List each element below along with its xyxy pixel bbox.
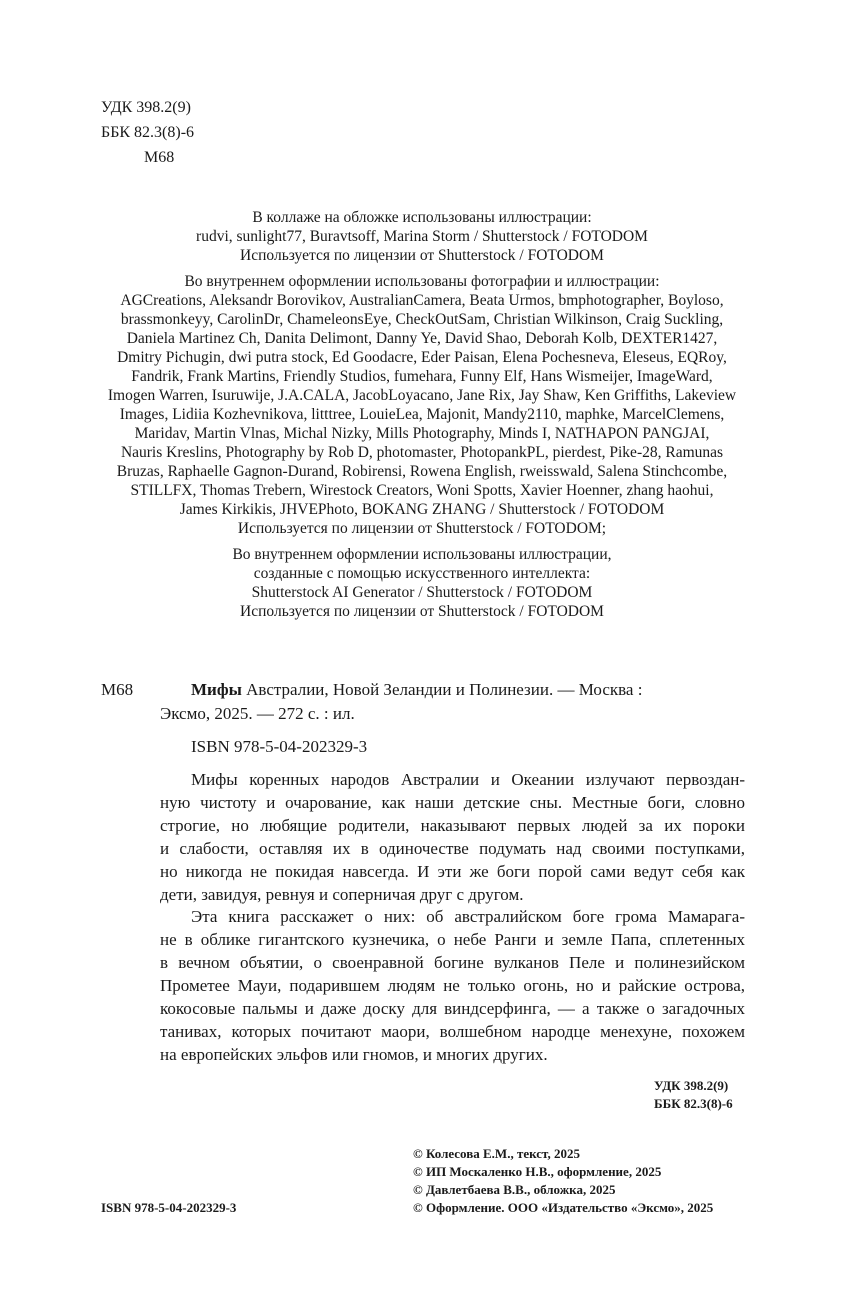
copyrights — [413, 1145, 713, 1217]
udk-code-right: УДК 398.2(9) — [654, 1078, 729, 1093]
annotation — [160, 769, 745, 1067]
copyright-line: © ИП Москаленко Н.В., оформление, 2025 — [413, 1164, 662, 1179]
credit-line: Maridav, Martin Vlnas, Michal Nizky, Mills Photography, Minds I, NATHAPON PANGJAI, — [134, 425, 710, 442]
credit-line: Во внутреннем оформлении использованы иллюстрации, — [232, 546, 612, 563]
credit-line: Fandrik, Frank Martins, Friendly Studios, fumehara, Funny Elf, Hans Wismeijer, ImageWard, — [131, 368, 713, 385]
interior-photo-credits — [60, 272, 784, 538]
record-title — [191, 678, 642, 702]
title-rest: Австралии, Новой Зеландии и Полинезии. — Москва : — [241, 680, 643, 699]
credit-line: AGCreations, Aleksandr Borovikov, AustralianCamera, Beata Urmos, bmphotographer, Boyloso, — [120, 292, 724, 309]
credit-line: Используется по лицензии от Shutterstock / FOTODOM; — [237, 520, 607, 537]
credit-line: Используется по лицензии от Shutterstock / FOTODOM — [240, 603, 604, 620]
record-imprint: Эксмо, 2025. — 272 с. : ил. — [160, 704, 355, 723]
credit-line: Bruzas, Raphaelle Gagnon-Durand, Robirensi, Rowena English, rweisswald, Salena Stinchcombe, — [116, 463, 728, 480]
annotation-line: Прометее Мауи, подарившем людям не только огонь, но и райские острова, — [160, 976, 745, 996]
cover-credits — [60, 208, 784, 265]
annotation-line: дети, завидуя, ревнуя и соперничая друг с другом. — [160, 884, 524, 904]
bbk-code-right: ББК 82.3(8)-6 — [654, 1096, 733, 1111]
copyright-line: © Оформление. ООО «Издательство «Эксмо», 2025 — [413, 1200, 714, 1215]
annotation-line: но никогда не покидая навсегда. И эти же боги порой сами ведут себя как — [160, 861, 745, 881]
annotation-line: Мифы коренных народов Австралии и Океании излучают первоздан- — [191, 770, 745, 789]
copyright-line: © Давлетбаева В.В., обложка, 2025 — [413, 1182, 616, 1197]
annotation-line: ную чистоту и очарование, как наши детские сны. Местные боги, словно — [160, 792, 745, 812]
record-mark: М68 — [101, 680, 134, 699]
credit-line: brassmonkeyy, CarolinDr, ChameleonsEye, CheckOutSam, Christian Wilkinson, Craig Suckling, — [120, 311, 724, 328]
credit-line: Используется по лицензии от Shutterstock / FOTODOM — [240, 247, 604, 264]
credit-line: rudvi, sunlight77, Buravtsoff, Marina Storm / Shutterstock / FOTODOM — [196, 228, 648, 245]
right-codes — [654, 1077, 733, 1113]
udk-code: УДК 398.2(9) — [101, 99, 191, 116]
annotation-line: строгие, но любящие родители, наказывают первых людей за их пороки — [160, 815, 745, 835]
annotation-line: танивах, которых почитают маори, волшебном народце менехуне, похожем — [160, 1021, 745, 1041]
credit-line: Shutterstock AI Generator / Shutterstock / FOTODOM — [251, 584, 593, 601]
credit-line: Nauris Kreslins, Photography by Rob D, photomaster, PhotopankPL, pierdest, Pike-28, Ramunas — [120, 444, 724, 461]
annotation-line: не в облике гигантского кузнечика, о небе Ранги и земле Папа, сплетенных — [160, 930, 745, 950]
credit-line: James Kirkikis, JHVEPhoto, BOKANG ZHANG / Shutterstock / FOTODOM — [179, 501, 665, 518]
credit-line: В коллаже на обложке использованы иллюстрации: — [252, 209, 592, 226]
ai-illustration-credits — [60, 545, 784, 621]
bbk-code: ББК 82.3(8)-6 — [101, 124, 195, 141]
credits-section — [60, 208, 784, 621]
annotation-line: и слабости, оставляя их в одиночестве подумать над своими поступками, — [160, 838, 745, 858]
title-bold: Мифы — [191, 680, 242, 699]
record-isbn: ISBN 978-5-04-202329-3 — [191, 737, 368, 756]
credit-line: созданные с помощью искусственного интеллекта: — [253, 565, 591, 582]
credit-line: Daniela Martinez Ch, Danita Delimont, Danny Ye, David Shao, Deborah Kolb, DEXTER1427, — [126, 330, 718, 347]
annotation-line: Эта книга расскажет о них: об австралийском боге грома Мамарага- — [191, 907, 745, 927]
annotation-line: на европейских эльфов или гномов, и многих других. — [160, 1044, 548, 1064]
author-mark: М68 — [144, 149, 175, 166]
credit-line: Images, Lidiia Kozhevnikova, litttree, LouieLea, Majonit, Mandy2110, maphke, MarcelClemens, — [119, 406, 725, 423]
credit-line: Imogen Warren, Isuruwije, J.A.CALA, JacobLoyacano, Jane Rix, Jay Shaw, Ken Griffiths, Lakeview — [107, 387, 737, 404]
credit-line: STILLFX, Thomas Trebern, Wirestock Creators, Woni Spotts, Xavier Hoenner, zhang haohui, — [130, 482, 714, 499]
credit-line: Dmitry Pichugin, dwi putra stock, Ed Goodacre, Eder Paisan, Elena Pochesneva, Eleseus, EQRoy, — [117, 349, 727, 366]
copyright-line: © Колесова Е.М., текст, 2025 — [413, 1146, 580, 1161]
bottom-isbn: ISBN 978-5-04-202329-3 — [101, 1200, 237, 1215]
classification-codes — [101, 95, 194, 170]
credit-line: Во внутреннем оформлении использованы фотографии и иллюстрации: — [184, 273, 660, 290]
annotation-line: кокосовые пальмы и даже доску для виндсерфинга, — а также о загадочных — [160, 999, 745, 1019]
annotation-line: в вечном объятии, о своенравной богине вулканов Пеле и полинезийском — [160, 953, 745, 973]
